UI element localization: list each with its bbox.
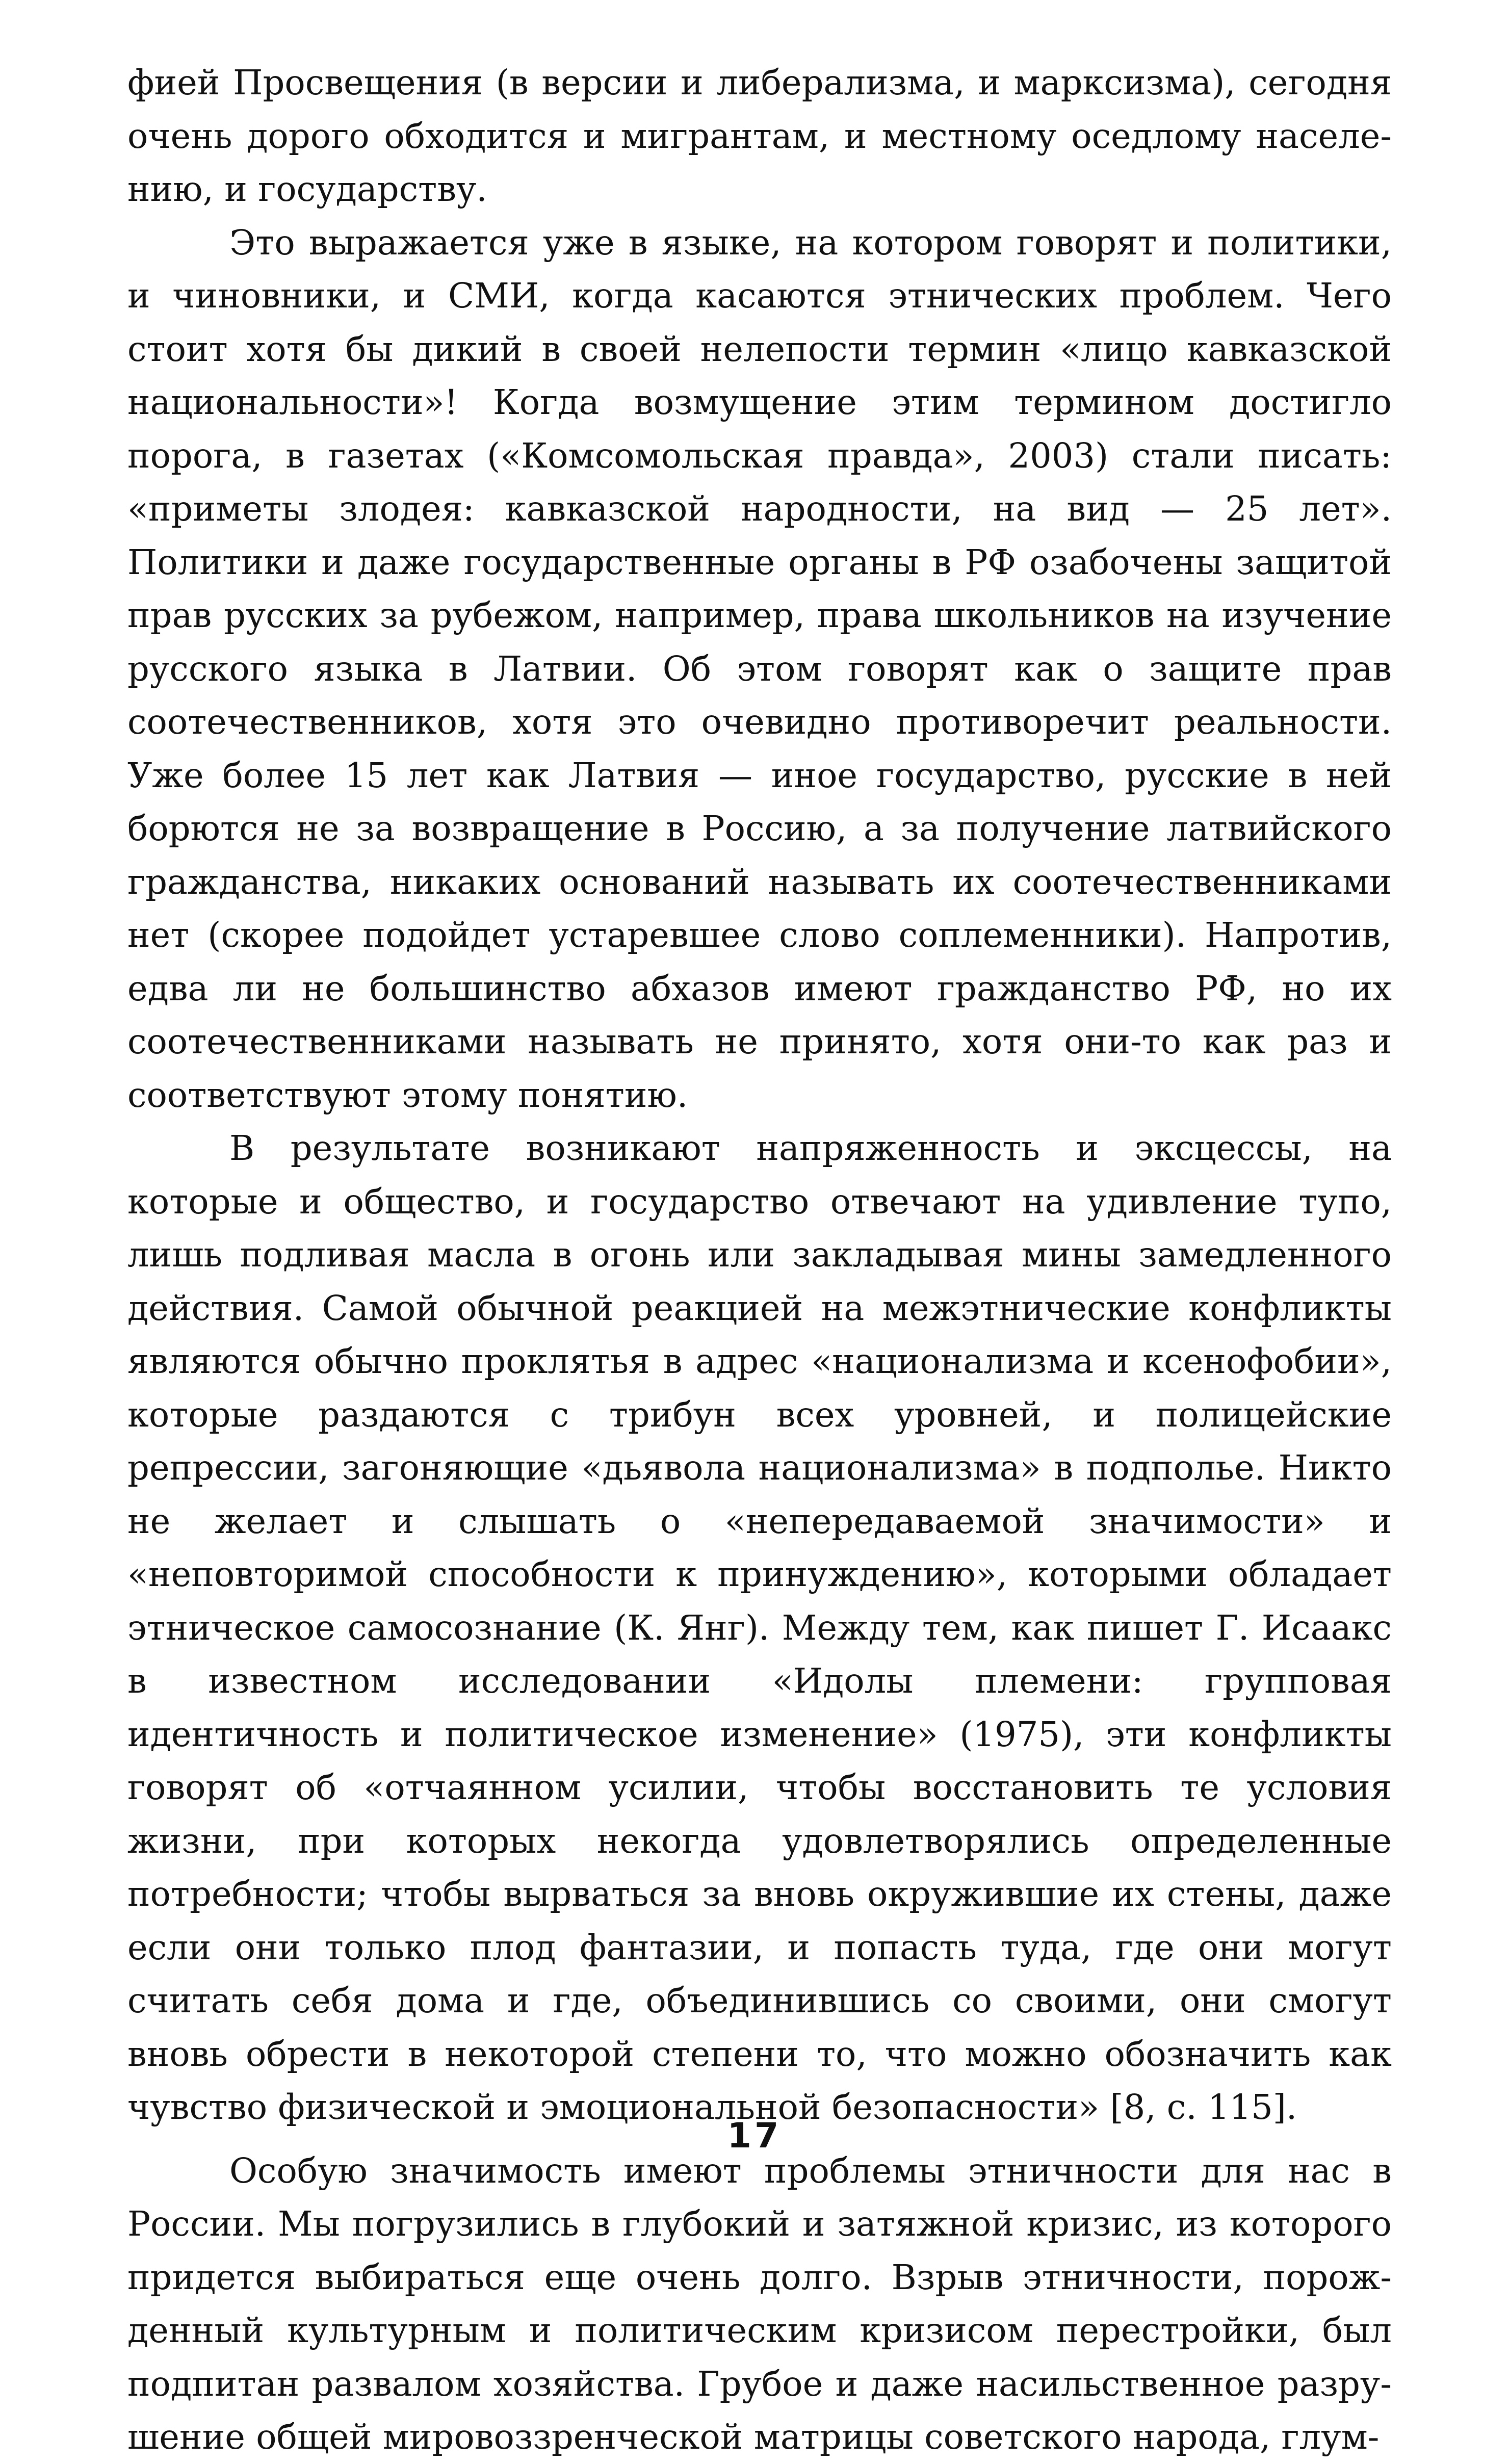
page-body (127, 56, 1392, 2464)
paragraph-4: Особую значимость имеют проблемы этничности для нас в России. Мы погрузились в глубокий и затяжной кризис, из которого придется выбираться еще очень долго. Взрыв этничности, порожденный культурным и политическим кризисом перестройки, был подпитан развалом хозяйства. Грубое и даже насильственное разрушение общей мировоззренческой матрицы советского народа, глум- (127, 2150, 1392, 2457)
paragraph-3: В результате возникают напряженность и эксцессы, на которые и общество, и государство отвечают на удивление тупо, лишь подливая масла в огонь или закладывая мины замедленного действия. Самой обычной реакцией на межэтнические конфликты являются обычно проклятья в адрес «национализма и ксенофобии», которые раздаются с трибун всех уровней, и полицейские репрессии, загоняющие «дьявола национализма» в подполье. Никто не желает и слышать о «непередаваемой значимости» и «неповторимой способности к принуждению», которыми обладает этническое самосознание (К. Янг). Между тем, как пишет Г. Исаакс в известном исследовании «Идолы племени: групповая идентичность и политическое изменение» (1975), эти конфликты говорят об «отчаянном усилии, чтобы восстановить те условия жизни, при которых некогда удовлетворялись определенные потребности; чтобы вырваться за вновь окружившие их стены, даже если они только плод фантазии, и попасть туда, где они могут считать себя дома и где, объединившись со своими, они смогут вновь обрести в некоторой степени то, что можно обозначить как чувство физической и эмоциональной безопасности» [8, с. 115]. (127, 1128, 1392, 2127)
paragraph-2: Это выражается уже в языке, на котором говорят и политики, и чиновники, и СМИ, когда касаются этнических проблем. Чего стоит хотя бы дикий в своей нелепости термин «лицо кавказской национальности»! Когда возмущение этим термином достигло порога, в газетах («Комсомольская правда», 2003) стали писать: «приметы злодея: кавказской народности, на вид — 25 лет». Политики и даже государственные органы в РФ озабочены защитой прав русских за рубежом, например, права школьников на изучение русского языка в Латвии. Об этом говорят как о защите прав соотечественников, хотя это очевидно противоречит реальности. Уже более 15 лет как Латвия — иное государство, русские в ней борются не за возвращение в Россию, а за получение латвийского гражданства, никаких оснований называть их соотечественниками нет (скорее подойдет устаревшее слово соплеменники). Напротив, едва ли не большинство абхазов имеют гражданство РФ, но их соотечественниками называть не принято, хотя они-то как раз и соответствуют этому понятию. (127, 222, 1392, 1115)
page-number: 17 (727, 2116, 782, 2156)
paragraph-1: фией Просвещения (в версии и либерализма, и марксизма), сегодня очень дорого обходится и мигрантам, и местному оседлому населению, и государству. (127, 63, 1392, 209)
